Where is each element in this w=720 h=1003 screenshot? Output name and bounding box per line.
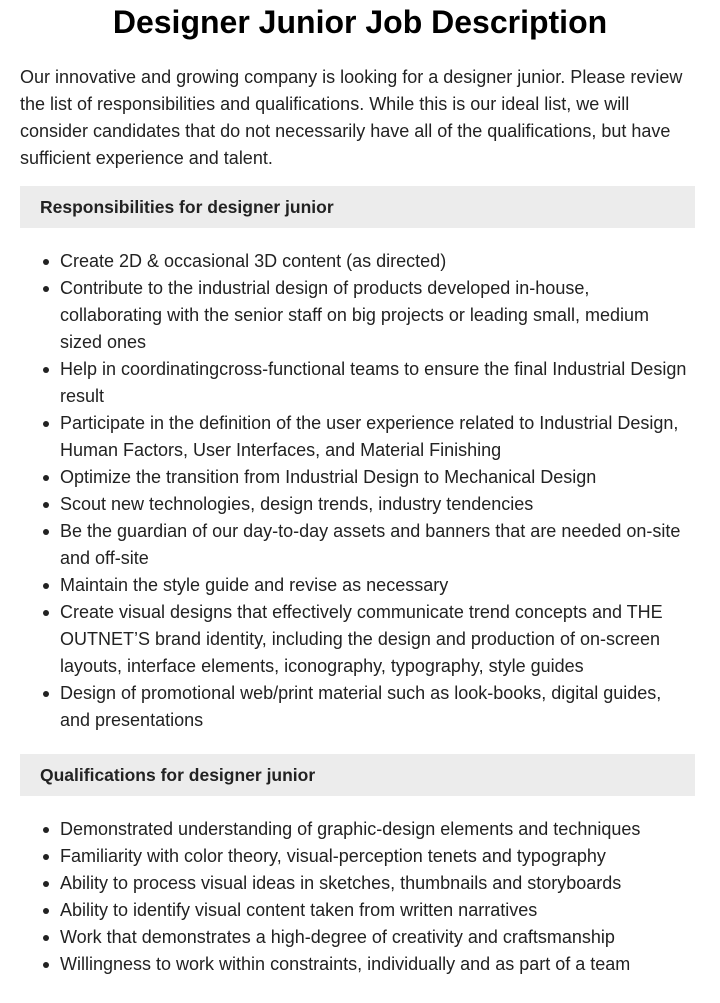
bullet-icon — [43, 583, 49, 589]
list-item — [20, 275, 695, 356]
list-item-text: Create visual designs that effectively communicate trend concepts and THE OUTNET’S brand identity, including the design and production of on-screen layouts, interface elements, iconography, typography, style guides — [60, 602, 663, 676]
list-item-text: Demonstrated understanding of graphic-design elements and techniques — [60, 819, 641, 839]
list-item — [20, 816, 695, 843]
list-item-text: Contribute to the industrial design of products developed in-house, collaborating with the senior staff on big projects or leading small, medium sized ones — [60, 278, 649, 352]
list-item-text: Create 2D & occasional 3D content (as directed) — [60, 251, 447, 271]
bullet-icon — [43, 421, 49, 427]
list-item-text: Ability to identify visual content taken from written narratives — [60, 900, 538, 920]
qualifications-list — [20, 816, 695, 978]
list-item — [20, 870, 695, 897]
list-item — [20, 951, 695, 978]
bullet-icon — [43, 827, 49, 833]
list-item-text: Be the guardian of our day-to-day assets and banners that are needed on-site and off-site — [60, 521, 681, 568]
bullet-icon — [43, 367, 49, 373]
bullet-icon — [43, 935, 49, 941]
list-item — [20, 518, 695, 572]
bullet-icon — [43, 854, 49, 860]
list-item-text: Help in coordinatingcross-functional teams to ensure the final Industrial Design result — [60, 359, 687, 406]
qualifications-heading: Qualifications for designer junior — [20, 754, 695, 796]
list-item — [20, 843, 695, 870]
bullet-icon — [43, 610, 49, 616]
bullet-icon — [43, 286, 49, 292]
list-item-text: Willingness to work within constraints, individually and as part of a team — [60, 954, 631, 974]
list-item — [20, 680, 695, 734]
list-item-text: Optimize the transition from Industrial Design to Mechanical Design — [60, 467, 597, 487]
bullet-icon — [43, 691, 49, 697]
list-item-text: Work that demonstrates a high-degree of creativity and craftsmanship — [60, 927, 615, 947]
list-item — [20, 897, 695, 924]
list-item-text: Design of promotional web/print material such as look-books, digital guides, and presentations — [60, 683, 662, 730]
bullet-icon — [43, 962, 49, 968]
list-item — [20, 464, 695, 491]
bullet-icon — [43, 502, 49, 508]
intro-paragraph: Our innovative and growing company is looking for a designer junior. Please review the list of responsibilities and qualifications. While this is our ideal list, we will consider candidates that do not necessarily have all of the qualifications, but have sufficient experience and talent. — [20, 67, 683, 168]
list-item-text: Familiarity with color theory, visual-perception tenets and typography — [60, 846, 606, 866]
list-item-text: Maintain the style guide and revise as necessary — [60, 575, 449, 595]
list-item-text: Scout new technologies, design trends, industry tendencies — [60, 494, 534, 514]
responsibilities-heading: Responsibilities for designer junior — [20, 186, 695, 228]
bullet-icon — [43, 908, 49, 914]
page-title: Designer Junior Job Description — [112, 4, 608, 40]
list-item — [20, 248, 695, 275]
list-item — [20, 572, 695, 599]
list-item-text: Ability to process visual ideas in sketches, thumbnails and storyboards — [60, 873, 622, 893]
list-item — [20, 491, 695, 518]
list-item — [20, 924, 695, 951]
bullet-icon — [43, 881, 49, 887]
bullet-icon — [43, 529, 49, 535]
responsibilities-list — [20, 248, 695, 734]
list-item — [20, 356, 695, 410]
bullet-icon — [43, 259, 49, 265]
list-item-text: Participate in the definition of the user experience related to Industrial Design, Human Factors, User Interfaces, and Material Finishing — [60, 413, 679, 460]
list-item — [20, 599, 695, 680]
list-item — [20, 410, 695, 464]
bullet-icon — [43, 475, 49, 481]
